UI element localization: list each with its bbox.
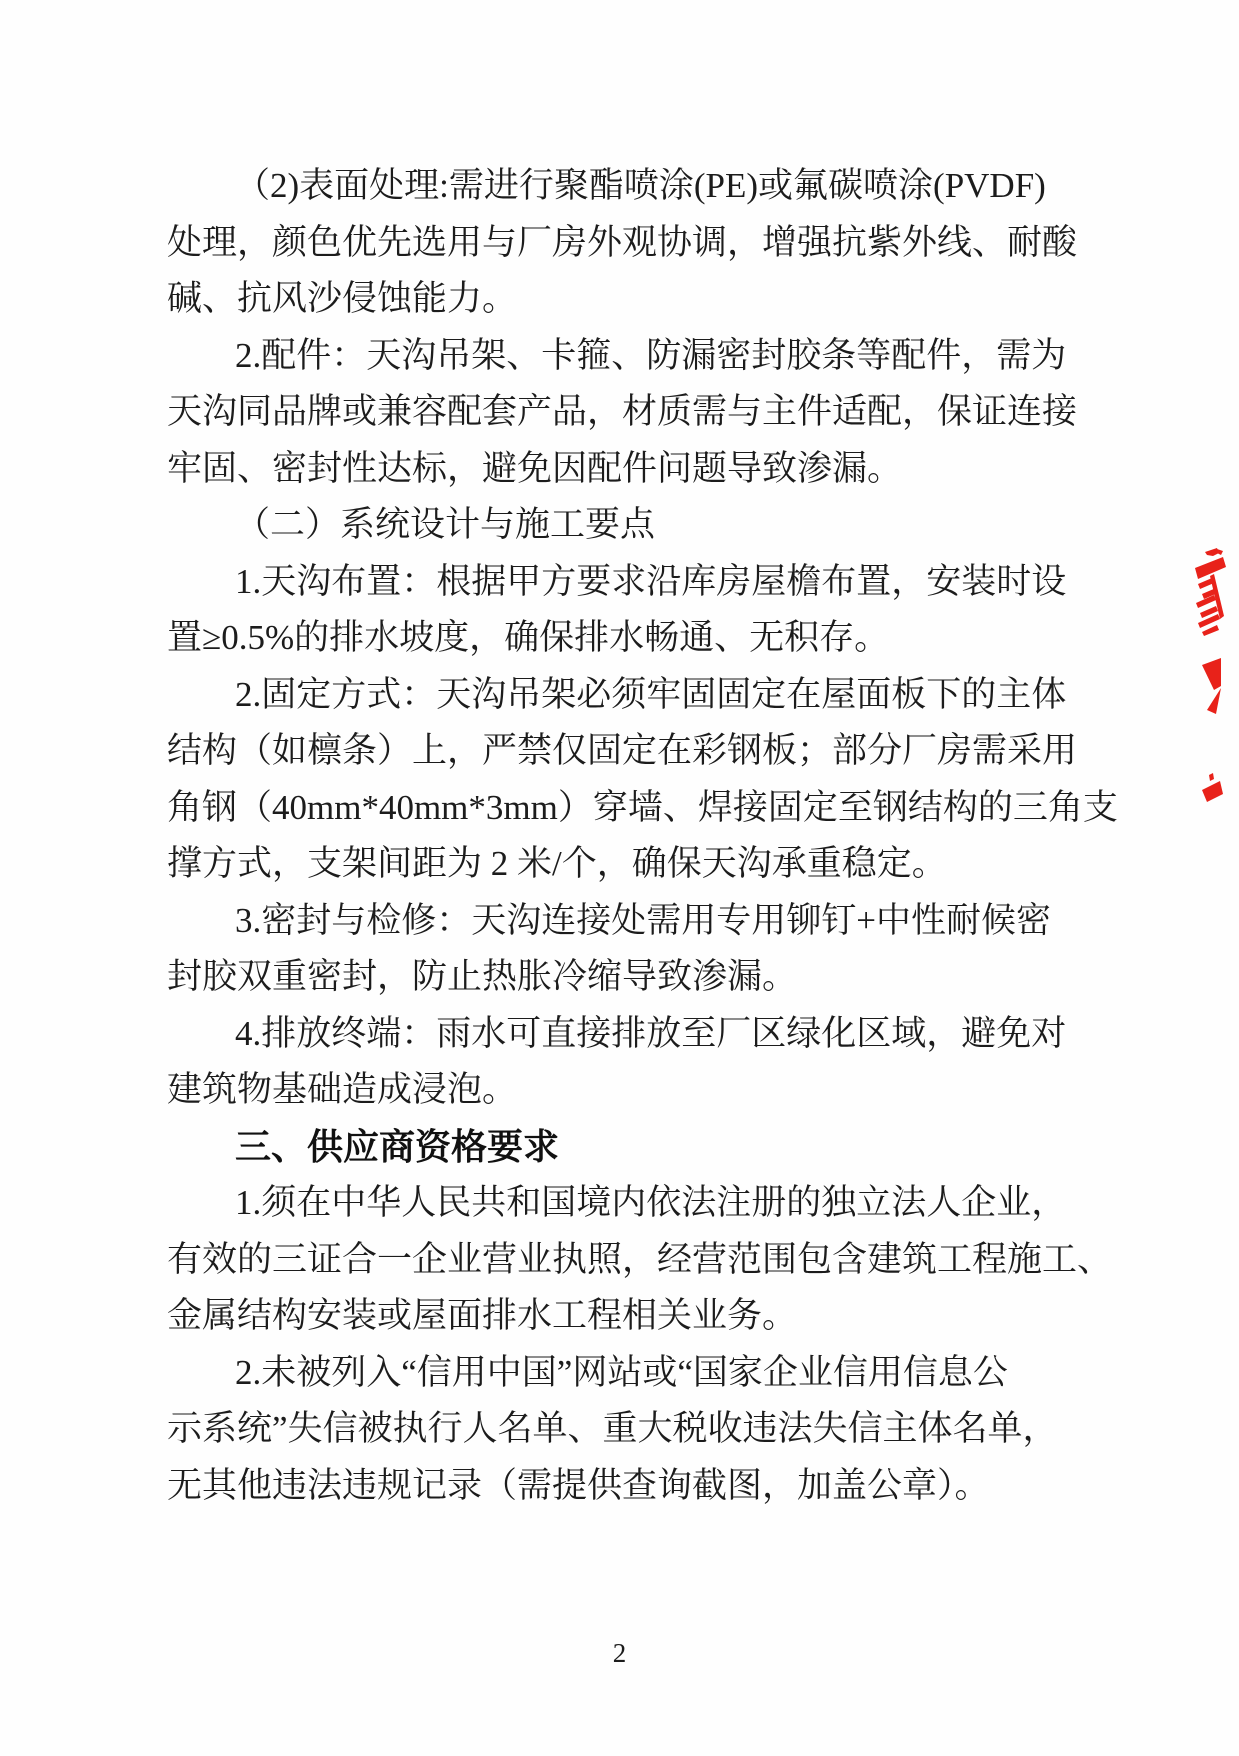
- text-line: （2)表面处理:需进行聚酯喷涂(PE)或氟碳喷涂(PVDF): [235, 166, 1046, 205]
- text-line: 结构（如檩条）上，严禁仅固定在彩钢板；部分厂房需采用: [167, 731, 1078, 770]
- text-line: 有效的三证合一企业营业执照，经营范围包含建筑工程施工、: [167, 1239, 1113, 1279]
- text-line: 3.密封与检修：天沟连接处需用专用铆钉+中性耐候密: [235, 900, 1051, 940]
- text-line: 2.配件：天沟吊架、卡箍、防漏密封胶条等配件，需为: [235, 335, 1067, 375]
- text-line: 处理，颜色优先选用与厂房外观协调，增强抗紫外线、耐酸: [167, 222, 1078, 262]
- text-line: 碱、抗风沙侵蚀能力。: [167, 279, 518, 318]
- text-line: 角钢（40mm*40mm*3mm）穿墙、焊接固定至钢结构的三角支: [167, 787, 1118, 827]
- text-line: 金属结构安装或屋面排水工程相关业务。: [167, 1296, 798, 1335]
- text-line: （二）系统设计与施工要点: [235, 505, 656, 544]
- text-line: 建筑物基础造成浸泡。: [167, 1070, 518, 1109]
- section-heading: 三、供应商资格要求: [235, 1125, 560, 1167]
- text-line: 撑方式，支架间距为 2 米/个，确保天沟承重稳定。: [167, 844, 947, 883]
- text-line: 示系统”失信被执行人名单、重大税收违法失信主体名单，: [167, 1409, 1058, 1448]
- text-line: 封胶双重密封，防止热胀冷缩导致渗漏。: [167, 957, 798, 996]
- text-line: 4.排放终端：雨水可直接排放至厂区绿化区域，避免对: [235, 1013, 1067, 1053]
- text-line: 1.天沟布置：根据甲方要求沿库房屋檐布置，安装时设: [235, 561, 1067, 601]
- text-line: 牢固、密封性达标，避免因配件问题导致渗漏。: [167, 448, 903, 488]
- page-number: 2: [612, 1638, 627, 1668]
- text-line: 1.须在中华人民共和国境内依法注册的独立法人企业，: [235, 1183, 1067, 1222]
- text-line: 2.未被列入“信用中国”网站或“国家企业信用信息公: [235, 1352, 1008, 1392]
- text-line: 无其他违法违规记录（需提供查询截图，加盖公章）。: [167, 1465, 990, 1505]
- text-line: 置≥0.5%的排水坡度，确保排水畅通、无积存。: [167, 618, 890, 657]
- red-stamp-fragment-icon: [1183, 540, 1239, 830]
- document-body: [167, 158, 1127, 1514]
- text-line: 2.固定方式：天沟吊架必须牢固固定在屋面板下的主体: [235, 674, 1067, 714]
- text-line: 天沟同品牌或兼容配套产品，材质需与主件适配，保证连接: [167, 392, 1078, 431]
